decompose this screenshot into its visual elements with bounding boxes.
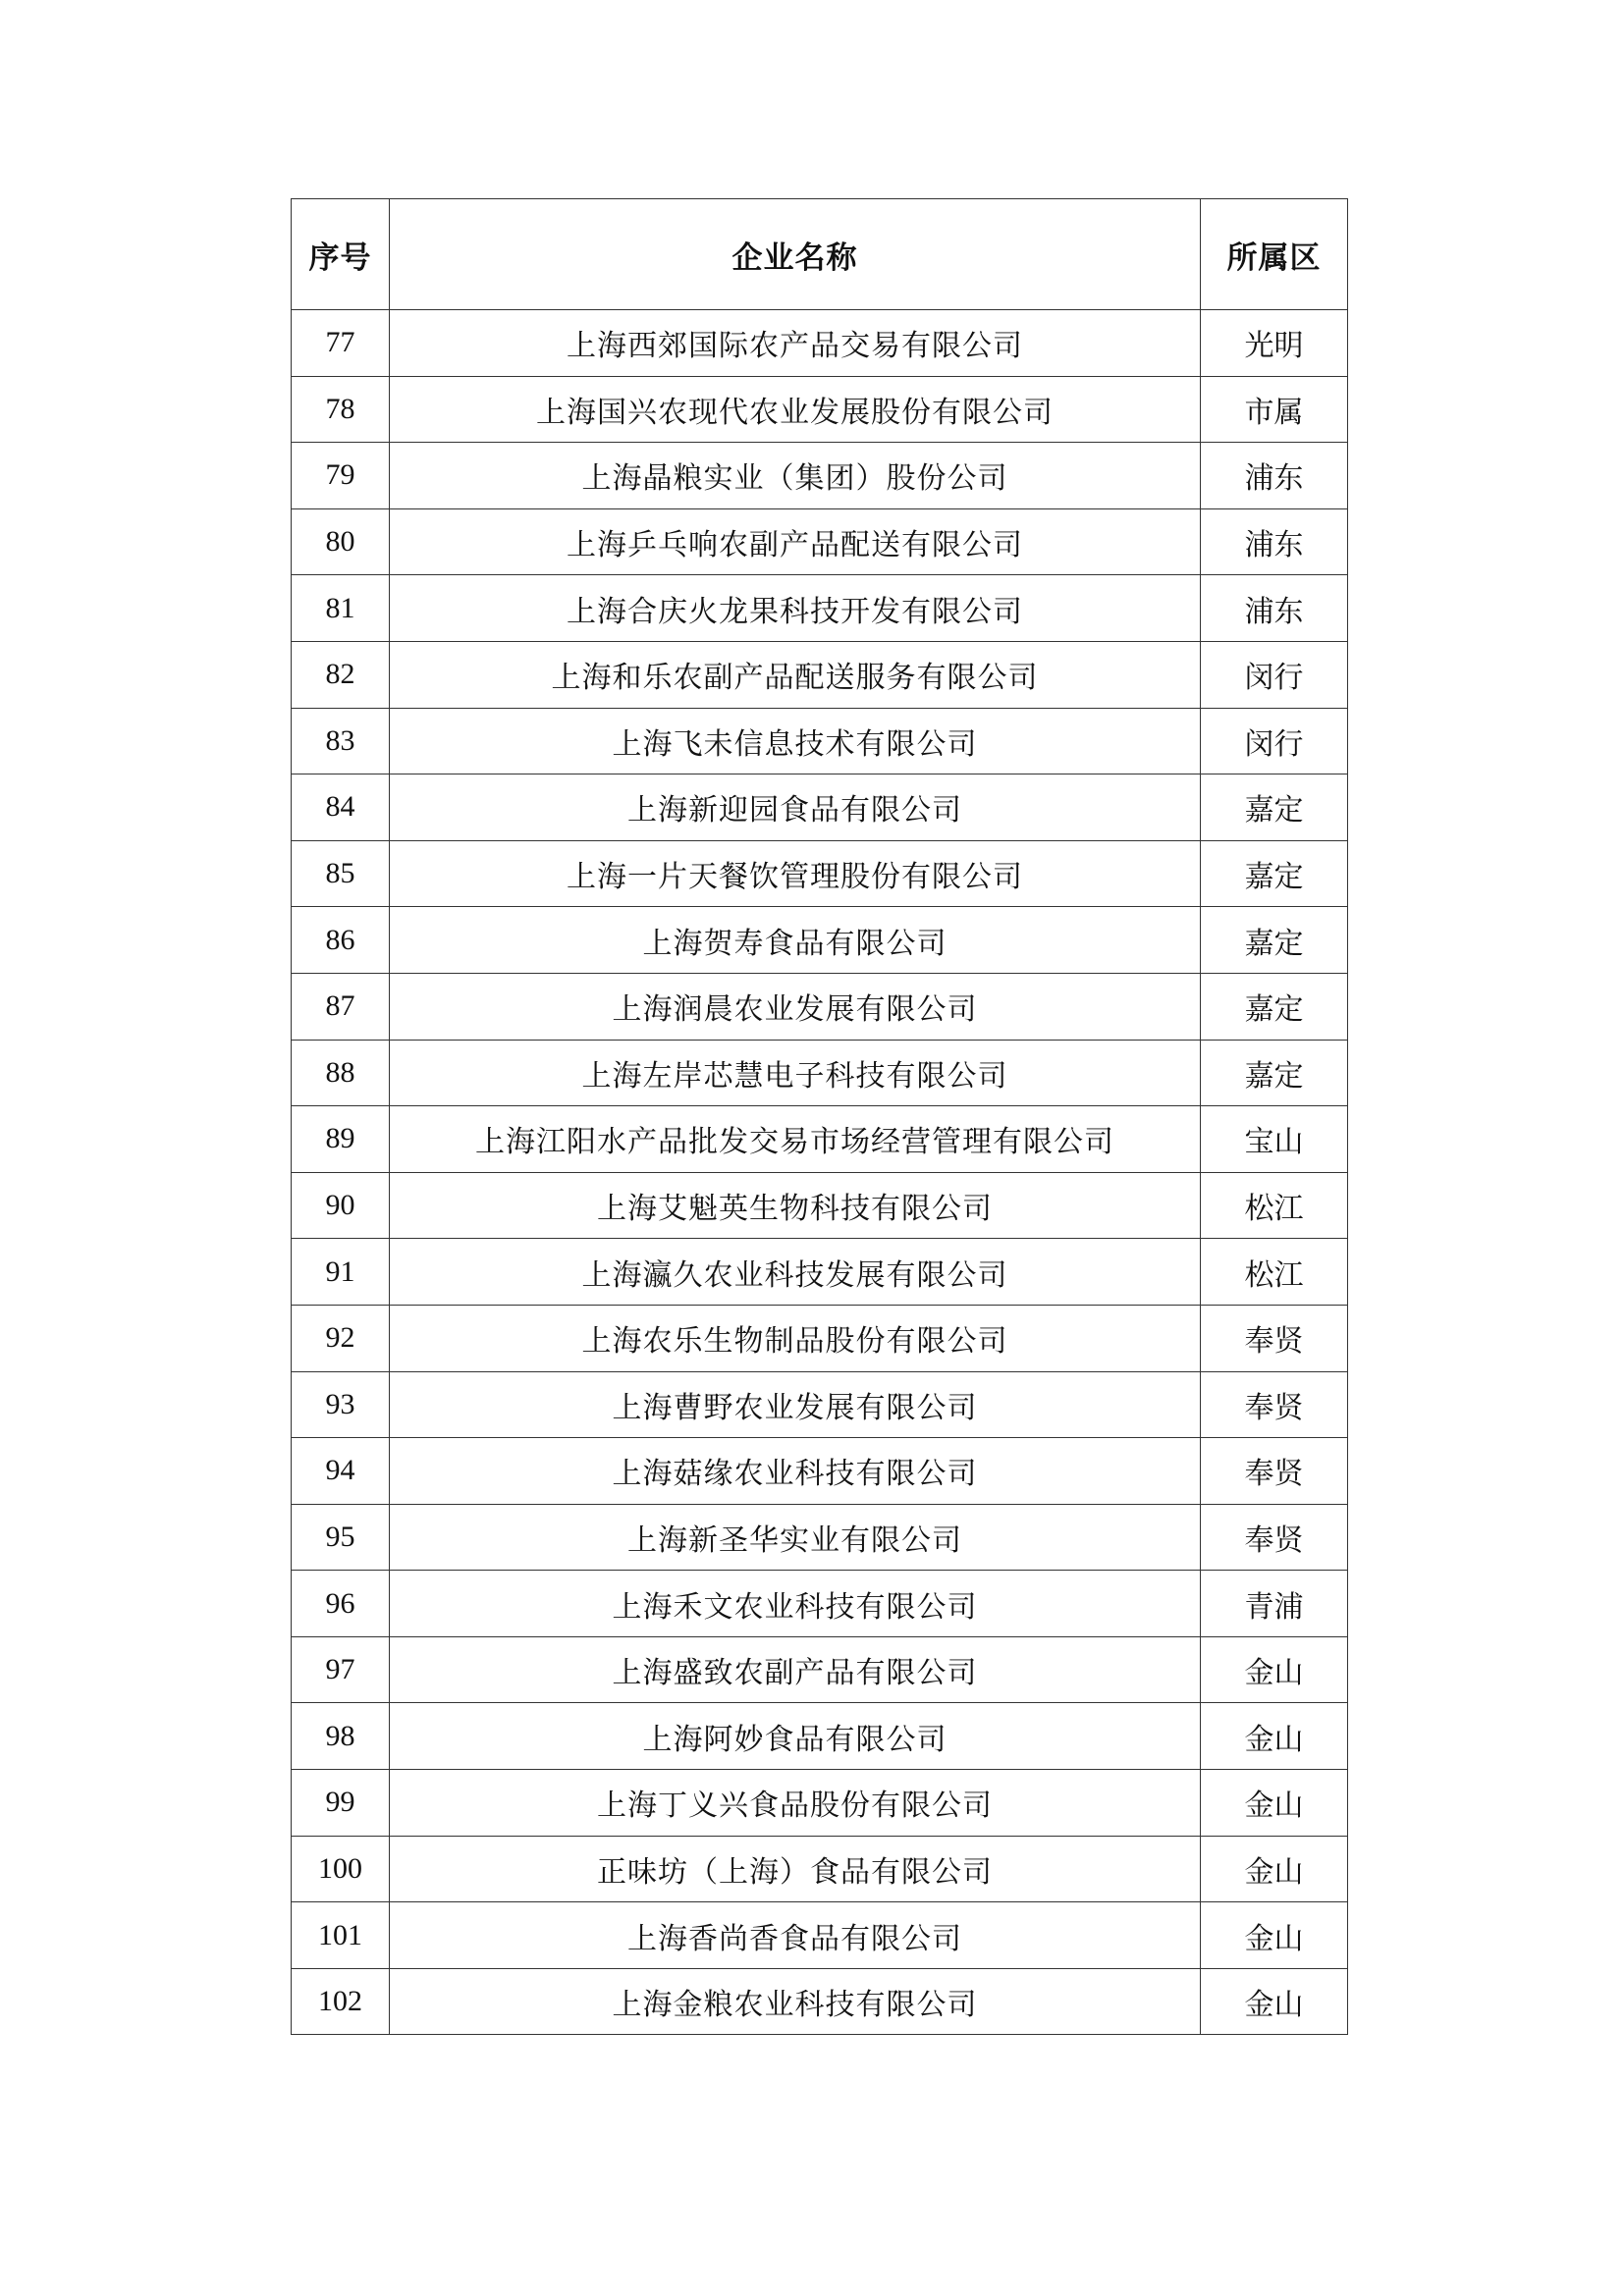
row-serial-number: 88	[292, 1040, 390, 1106]
row-serial-number: 90	[292, 1172, 390, 1239]
table-row	[292, 1305, 1348, 1371]
row-company-name: 上海贺寿食品有限公司	[390, 907, 1201, 974]
table-row	[292, 774, 1348, 841]
row-district: 金山	[1201, 1636, 1348, 1703]
table-row	[292, 907, 1348, 974]
row-serial-number: 80	[292, 508, 390, 575]
table-row	[292, 310, 1348, 377]
enterprise-table	[291, 198, 1348, 2035]
row-serial-number: 85	[292, 840, 390, 907]
row-district: 嘉定	[1201, 840, 1348, 907]
row-serial-number: 94	[292, 1438, 390, 1505]
row-company-name: 上海合庆火龙果科技开发有限公司	[390, 575, 1201, 642]
row-company-name: 上海一片天餐饮管理股份有限公司	[390, 840, 1201, 907]
row-district: 嘉定	[1201, 1040, 1348, 1106]
row-serial-number: 86	[292, 907, 390, 974]
header-company-name: 企业名称	[390, 199, 1201, 310]
row-district: 青浦	[1201, 1571, 1348, 1637]
row-serial-number: 92	[292, 1305, 390, 1371]
row-district: 金山	[1201, 1703, 1348, 1770]
row-serial-number: 84	[292, 774, 390, 841]
row-district: 闵行	[1201, 708, 1348, 774]
row-district: 金山	[1201, 1902, 1348, 1969]
row-district: 浦东	[1201, 443, 1348, 509]
row-district: 浦东	[1201, 575, 1348, 642]
table-row	[292, 1703, 1348, 1770]
row-serial-number: 87	[292, 973, 390, 1040]
table-row	[292, 1636, 1348, 1703]
row-serial-number: 95	[292, 1504, 390, 1571]
row-company-name: 上海乒乓响农副产品配送有限公司	[390, 508, 1201, 575]
table-row	[292, 1571, 1348, 1637]
table-row	[292, 1438, 1348, 1505]
row-serial-number: 89	[292, 1106, 390, 1173]
table-row	[292, 443, 1348, 509]
row-district: 宝山	[1201, 1106, 1348, 1173]
row-company-name: 上海香尚香食品有限公司	[390, 1902, 1201, 1969]
header-serial-number: 序号	[292, 199, 390, 310]
row-company-name: 上海艾魁英生物科技有限公司	[390, 1172, 1201, 1239]
row-company-name: 上海左岸芯慧电子科技有限公司	[390, 1040, 1201, 1106]
row-company-name: 上海和乐农副产品配送服务有限公司	[390, 641, 1201, 708]
row-district: 奉贤	[1201, 1504, 1348, 1571]
row-company-name: 上海江阳水产品批发交易市场经营管理有限公司	[390, 1106, 1201, 1173]
row-company-name: 上海阿妙食品有限公司	[390, 1703, 1201, 1770]
table-row	[292, 708, 1348, 774]
row-serial-number: 101	[292, 1902, 390, 1969]
row-district: 奉贤	[1201, 1305, 1348, 1371]
row-district: 松江	[1201, 1239, 1348, 1306]
table-row	[292, 1902, 1348, 1969]
header-district: 所属区	[1201, 199, 1348, 310]
row-serial-number: 79	[292, 443, 390, 509]
row-serial-number: 99	[292, 1770, 390, 1837]
row-serial-number: 96	[292, 1571, 390, 1637]
row-district: 松江	[1201, 1172, 1348, 1239]
row-company-name: 上海盛致农副产品有限公司	[390, 1636, 1201, 1703]
row-serial-number: 82	[292, 641, 390, 708]
table-body	[292, 310, 1348, 2035]
table-row	[292, 1836, 1348, 1902]
row-district: 嘉定	[1201, 774, 1348, 841]
row-serial-number: 91	[292, 1239, 390, 1306]
row-company-name: 上海新圣华实业有限公司	[390, 1504, 1201, 1571]
row-district: 浦东	[1201, 508, 1348, 575]
table-row	[292, 575, 1348, 642]
row-district: 光明	[1201, 310, 1348, 377]
table-row	[292, 1770, 1348, 1837]
row-company-name: 上海西郊国际农产品交易有限公司	[390, 310, 1201, 377]
table-row	[292, 1239, 1348, 1306]
row-company-name: 上海农乐生物制品股份有限公司	[390, 1305, 1201, 1371]
row-company-name: 上海国兴农现代农业发展股份有限公司	[390, 376, 1201, 443]
table-row	[292, 641, 1348, 708]
row-serial-number: 97	[292, 1636, 390, 1703]
row-serial-number: 100	[292, 1836, 390, 1902]
row-company-name: 上海禾文农业科技有限公司	[390, 1571, 1201, 1637]
row-company-name: 上海曹野农业发展有限公司	[390, 1371, 1201, 1438]
row-company-name: 上海晶粮实业（集团）股份公司	[390, 443, 1201, 509]
row-serial-number: 102	[292, 1968, 390, 2035]
table-header	[292, 199, 1348, 310]
row-serial-number: 83	[292, 708, 390, 774]
table-row	[292, 1040, 1348, 1106]
row-serial-number: 98	[292, 1703, 390, 1770]
table-row	[292, 376, 1348, 443]
row-serial-number: 78	[292, 376, 390, 443]
row-district: 奉贤	[1201, 1371, 1348, 1438]
row-company-name: 上海金粮农业科技有限公司	[390, 1968, 1201, 2035]
row-serial-number: 81	[292, 575, 390, 642]
row-district: 嘉定	[1201, 907, 1348, 974]
table-row	[292, 1371, 1348, 1438]
table-row	[292, 1968, 1348, 2035]
row-district: 金山	[1201, 1836, 1348, 1902]
row-district: 奉贤	[1201, 1438, 1348, 1505]
row-company-name: 正味坊（上海）食品有限公司	[390, 1836, 1201, 1902]
row-company-name: 上海丁义兴食品股份有限公司	[390, 1770, 1201, 1837]
row-company-name: 上海瀛久农业科技发展有限公司	[390, 1239, 1201, 1306]
row-company-name: 上海新迎园食品有限公司	[390, 774, 1201, 841]
row-district: 金山	[1201, 1770, 1348, 1837]
row-company-name: 上海润晨农业发展有限公司	[390, 973, 1201, 1040]
row-company-name: 上海飞未信息技术有限公司	[390, 708, 1201, 774]
table-row	[292, 508, 1348, 575]
row-district: 闵行	[1201, 641, 1348, 708]
header-row	[292, 199, 1348, 310]
table-row	[292, 1106, 1348, 1173]
table-row	[292, 973, 1348, 1040]
table-row	[292, 1172, 1348, 1239]
table-row	[292, 840, 1348, 907]
row-serial-number: 77	[292, 310, 390, 377]
row-serial-number: 93	[292, 1371, 390, 1438]
row-district: 嘉定	[1201, 973, 1348, 1040]
row-district: 市属	[1201, 376, 1348, 443]
row-district: 金山	[1201, 1968, 1348, 2035]
table-row	[292, 1504, 1348, 1571]
row-company-name: 上海菇缘农业科技有限公司	[390, 1438, 1201, 1505]
